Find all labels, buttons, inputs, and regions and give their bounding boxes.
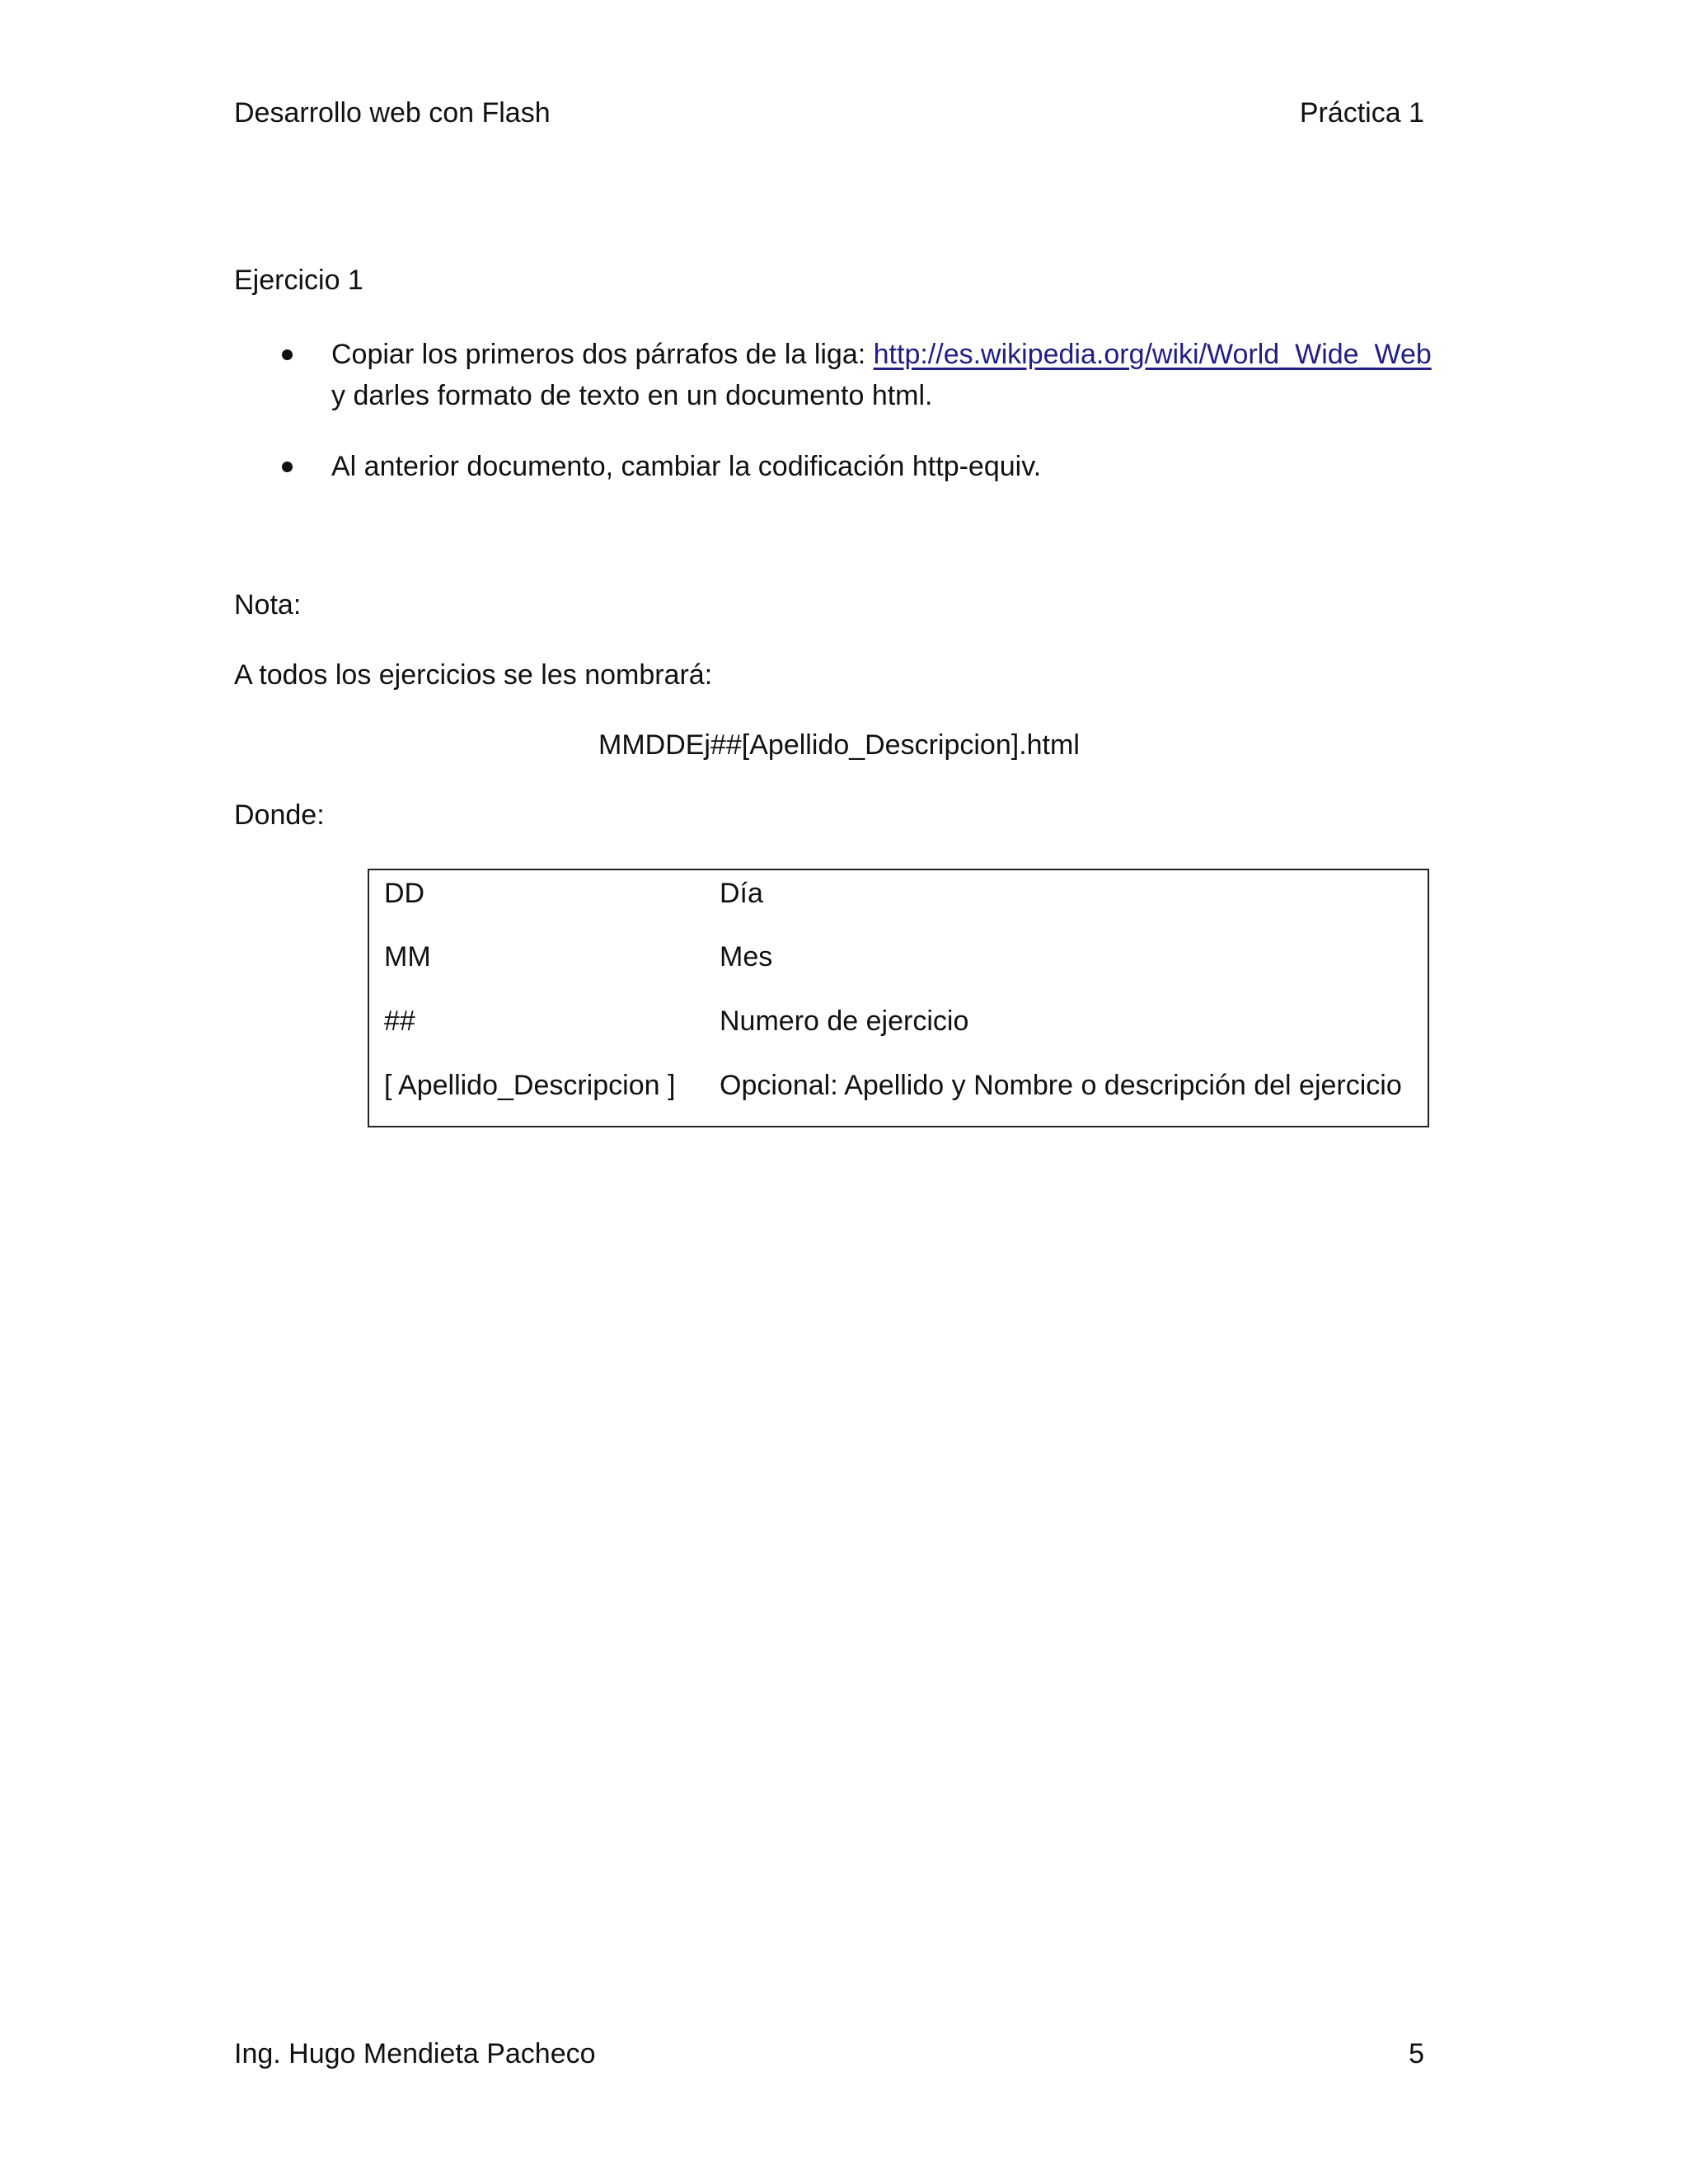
bullet-text-continued: y darles formato de texto en un documento html. xyxy=(331,380,933,411)
bullet-icon xyxy=(282,349,293,360)
definitions-table xyxy=(368,869,1429,1127)
definition-row xyxy=(369,936,1428,977)
definition-description: Día xyxy=(720,878,763,909)
definition-key: MM xyxy=(384,941,431,972)
definition-row xyxy=(369,1065,1428,1106)
header-title: Desarrollo web con Flash xyxy=(234,97,551,129)
naming-instruction: A todos los ejercicios se les nombrará: xyxy=(234,659,713,691)
page-number: 5 xyxy=(1409,2038,1424,2069)
bullet-text: Al anterior documento, cambiar la codificación http-equiv. xyxy=(331,451,1042,482)
bullet-item-copy-paragraphs xyxy=(234,334,1470,416)
where-label: Donde: xyxy=(234,799,325,831)
exercise-title: Ejercicio 1 xyxy=(234,265,363,296)
bullet-icon xyxy=(282,462,293,472)
bullet-item-change-encoding xyxy=(234,446,1470,487)
bullet-text: Copiar los primeros dos párrafos de la liga: xyxy=(331,339,874,370)
filename-pattern: MMDDEj##[Apellido_Descripcion].html xyxy=(598,729,1080,761)
note-label: Nota: xyxy=(234,589,302,621)
footer-author: Ing. Hugo Mendieta Pacheco xyxy=(234,2038,596,2069)
definition-row xyxy=(369,1001,1428,1042)
wikipedia-link[interactable]: http://es.wikipedia.org/wiki/World_Wide_Web xyxy=(873,339,1432,370)
definition-description: Mes xyxy=(720,941,773,972)
definition-key: DD xyxy=(384,878,425,909)
definition-key: [ Apellido_Descripcion ] xyxy=(384,1070,676,1101)
definition-description: Numero de ejercicio xyxy=(720,1005,969,1037)
header-practice: Práctica 1 xyxy=(1299,97,1424,129)
definition-description: Opcional: Apellido y Nombre o descripción del ejercicio xyxy=(720,1070,1402,1101)
definition-key: ## xyxy=(384,1005,415,1037)
definition-row xyxy=(369,873,1428,914)
exercise-bullet-list xyxy=(234,334,1470,517)
